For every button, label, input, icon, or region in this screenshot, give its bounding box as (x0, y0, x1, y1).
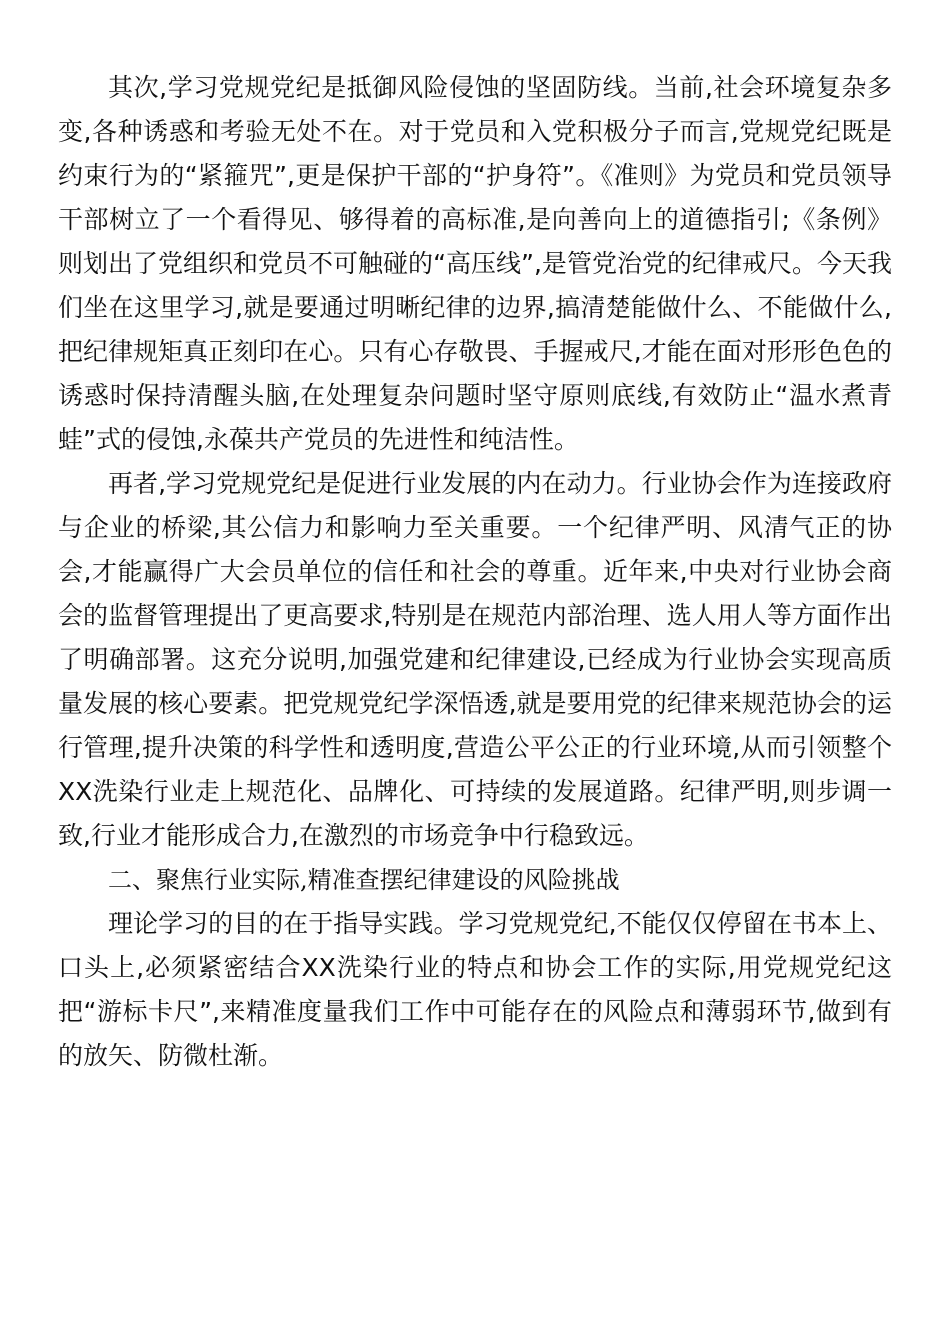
paragraph-industry-development: 再者,学习党规党纪是促进行业发展的内在动力。行业协会作为连接政府与企业的桥梁,其公信力和影响力至关重要。一个纪律严明、风清气正的协会,才能赢得广大会员单位的信任和社会的尊重。近年来,中央对行业协会商会的监督管理提出了更高要求,特别是在规范内部治理、选人用人等方面作出了明确部署。这充分说明,加强党建和纪律建设,已经成为行业协会实现高质量发展的核心要素。把党规党纪学深悟透,就是要用党的纪律来规范协会的运行管理,提升决策的科学性和透明度,营造公平公正的行业环境,从而引领整个XX洗染行业走上规范化、品牌化、可持续的发展道路。纪律严明,则步调一致,行业才能形成合力,在激烈的市场竞争中行稳致远。 (58, 469, 892, 850)
paragraph-discipline-defense: 其次,学习党规党纪是抵御风险侵蚀的坚固防线。当前,社会环境复杂多变,各种诱惑和考验无处不在。对于党员和入党积极分子而言,党规党纪既是约束行为的“紧箍咒”,更是保护干部的“护身符”。《准则》为党员和党员领导干部树立了一个看得见、够得着的高标准,是向善向上的道德指引;《条例》则划出了党组织和党员不可触碰的“高压线”,是管党治党的纪律戒尺。今天我们坐在这里学习,就是要通过明晰纪律的边界,搞清楚能做什么、不能做什么,把纪律规矩真正刻印在心。只有心存敬畏、手握戒尺,才能在面对形形色色的诱惑时保持清醒头脑,在处理复杂问题时坚守原则底线,有效防止“温水煮青蛙”式的侵蚀,永葆共产党员的先进性和纯洁性。 (58, 73, 892, 454)
section-heading: 二、聚焦行业实际,精准查摆纪律建设的风险挑战 (108, 866, 620, 894)
paragraph-theory-practice: 理论学习的目的在于指导实践。学习党规党纪,不能仅仅停留在书本上、口头上,必须紧密结合XX洗染行业的特点和协会工作的实际,用党规党纪这把“游标卡尺”,来精准度量我们工作中可能存在的风险点和薄弱环节,做到有的放矢、防微杜渐。 (58, 909, 892, 1070)
document-body (58, 66, 892, 1078)
